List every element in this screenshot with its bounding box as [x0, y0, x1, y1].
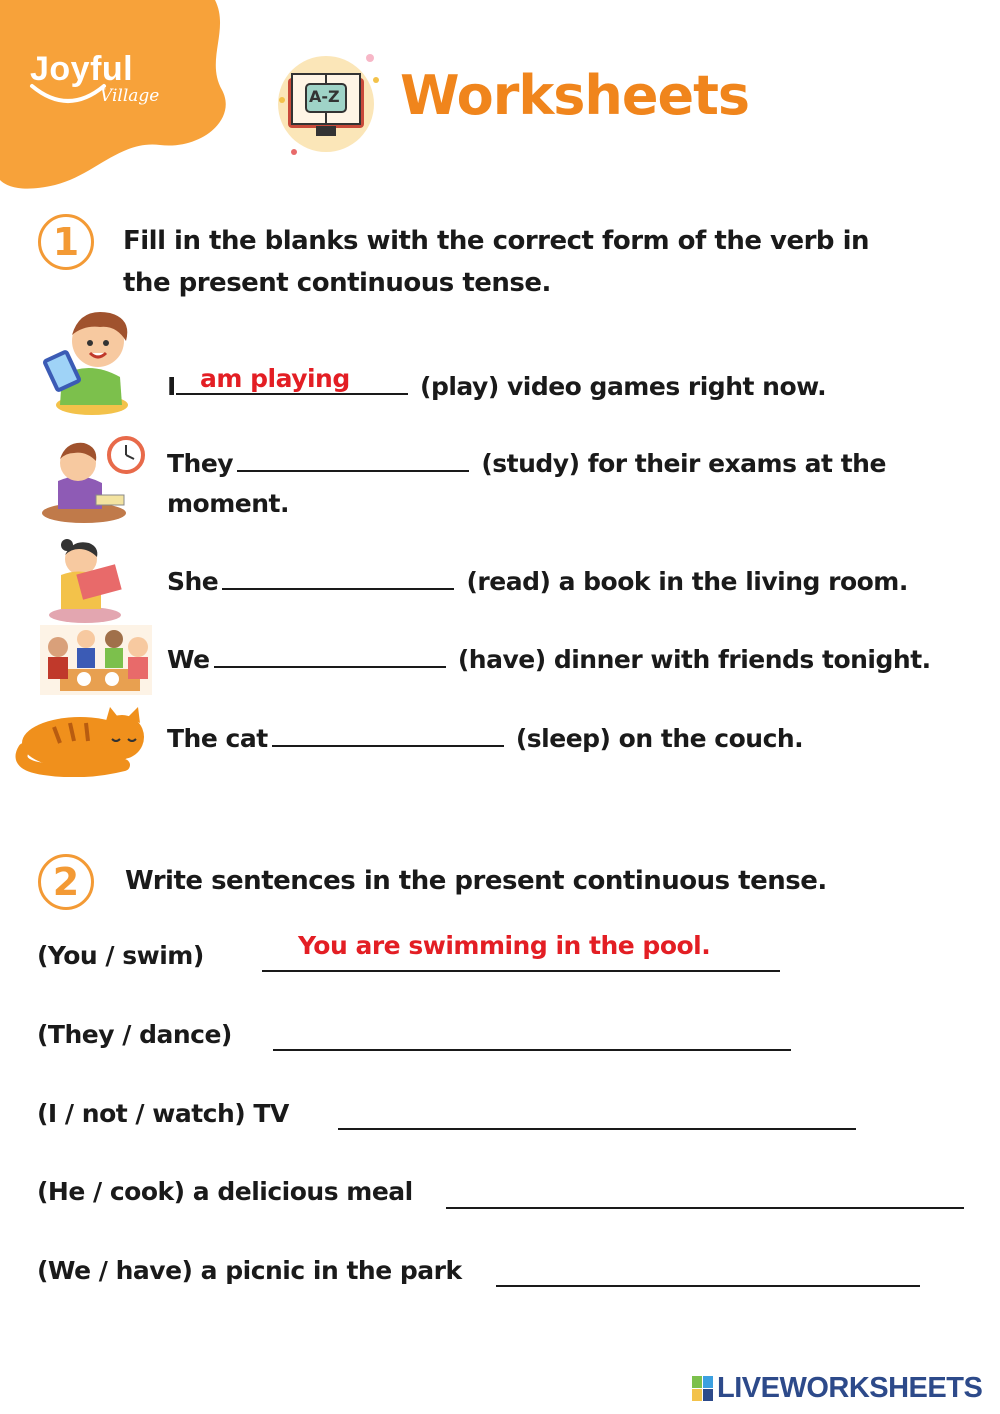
exercise-prompt: (You / swim) — [37, 941, 204, 970]
exercise-sentence — [167, 562, 908, 602]
answer-blank[interactable] — [222, 566, 454, 590]
exercise-prompt: (I / not / watch) TV — [37, 1099, 289, 1128]
answer-line[interactable] — [446, 1207, 964, 1209]
sentence-text: (play) video games right now. — [420, 372, 827, 401]
exercise-prompt: (They / dance) — [37, 1020, 232, 1049]
sentence-text: (sleep) on the couch. — [515, 724, 804, 753]
answer-line[interactable] — [338, 1128, 856, 1130]
book-badge-text: A-Z — [309, 87, 340, 106]
instruction-line: the present continuous tense. — [123, 268, 551, 298]
sentence-text: (have) dinner with friends tonight. — [457, 645, 931, 674]
exercise-prompt: (He / cook) a delicious meal — [37, 1177, 413, 1206]
sentence-continuation: moment. — [167, 489, 289, 518]
boy-studying-clock-icon — [40, 435, 152, 527]
sentence-text: The cat — [167, 724, 268, 753]
answer-line[interactable] — [273, 1049, 791, 1051]
friends-dinner-icon — [40, 625, 152, 695]
exercise-sentence — [167, 640, 931, 680]
footer-brand[interactable]: LIVEWORKSHEETS — [717, 1372, 983, 1404]
page-title: Worksheets — [400, 64, 750, 127]
filled-answer[interactable]: am playing — [200, 364, 350, 393]
exercise-sentence — [167, 444, 886, 484]
section-1-instruction — [123, 220, 869, 304]
answer-line[interactable] — [496, 1285, 920, 1287]
section-1-number: 1 — [38, 214, 94, 270]
liveworksheets-logo-icon — [692, 1376, 714, 1402]
sentence-text: (study) for their exams at the — [481, 449, 886, 478]
sentence-text: (read) a book in the living room. — [466, 567, 908, 596]
answer-line[interactable] — [262, 970, 780, 972]
exercise-prompt: (We / have) a picnic in the park — [37, 1256, 462, 1285]
instruction-line: Fill in the blanks with the correct form of the verb in — [123, 226, 870, 256]
sentence-text: They — [167, 449, 234, 478]
section-2-number: 2 — [38, 854, 94, 910]
sentence-text: She — [167, 567, 219, 596]
smile-icon — [28, 82, 108, 112]
brand-logo-text: Joyful — [30, 50, 134, 88]
boy-with-tablet-icon — [40, 305, 140, 417]
answer-blank[interactable] — [272, 723, 504, 747]
sentence-text: We — [167, 645, 210, 674]
sentence-text: I — [167, 372, 176, 401]
answer-blank[interactable] — [214, 644, 446, 668]
girl-reading-icon — [45, 535, 129, 625]
exercise-sentence — [167, 719, 803, 759]
section-2-instruction: Write sentences in the present continuous tense. — [125, 866, 827, 896]
brand-logo-subtext: Village — [100, 86, 160, 106]
filled-answer[interactable]: You are swimming in the pool. — [298, 931, 711, 960]
sleeping-cat-icon — [14, 703, 156, 777]
answer-blank[interactable] — [237, 448, 469, 472]
